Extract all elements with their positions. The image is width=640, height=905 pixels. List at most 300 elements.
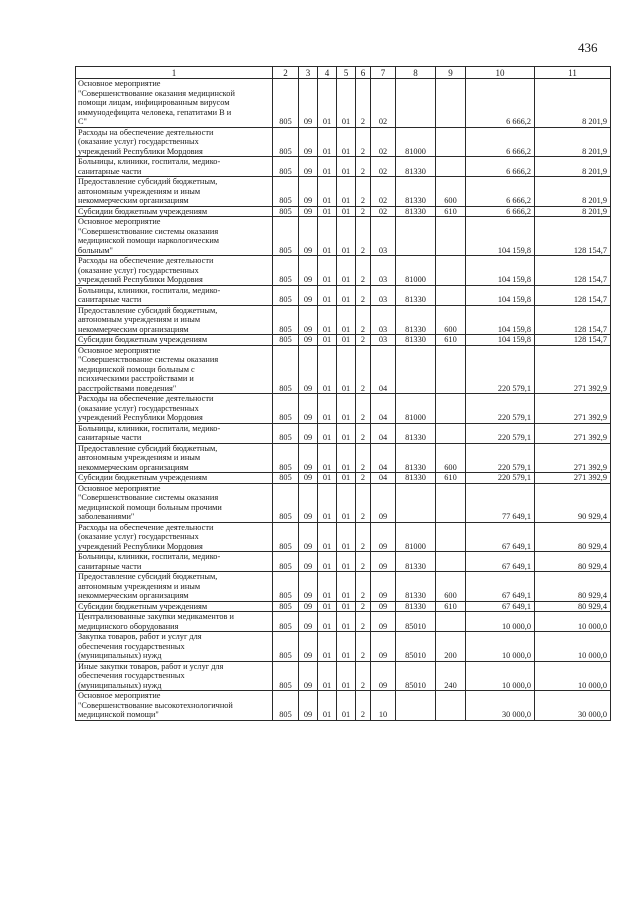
expense-type-cell: [436, 127, 466, 157]
program-cell: 01: [337, 206, 356, 217]
section-cell: 09: [299, 572, 318, 602]
expense-type-cell: [436, 552, 466, 572]
expense-code-cell: [396, 79, 436, 128]
table-row: [76, 335, 611, 346]
amount-2019-cell: 104 159,8: [466, 335, 535, 346]
amount-2019-cell: 104 159,8: [466, 305, 535, 335]
program-cell: 01: [337, 522, 356, 552]
section-cell: 09: [299, 632, 318, 662]
subsection-cell: 01: [318, 79, 337, 128]
amount-2020-cell: 271 392,9: [535, 394, 611, 424]
expense-type-cell: [436, 612, 466, 632]
activity-cell: 09: [371, 601, 396, 612]
expense-type-cell: [436, 423, 466, 443]
amount-2019-cell: 6 666,2: [466, 177, 535, 207]
amount-2020-cell: 8 201,9: [535, 157, 611, 177]
subprogram-cell: 2: [356, 256, 371, 286]
section-cell: 09: [299, 285, 318, 305]
amount-2019-cell: 104 159,8: [466, 256, 535, 286]
column-header: 8: [396, 67, 436, 79]
subsection-cell: 01: [318, 285, 337, 305]
expense-code-cell: [396, 345, 436, 394]
section-cell: 09: [299, 423, 318, 443]
amount-2019-cell: 67 649,1: [466, 552, 535, 572]
program-cell: 01: [337, 335, 356, 346]
table-row: [76, 157, 611, 177]
row-name-cell: Основное мероприятие "Совершенствование высокотехнологичной медицинской помощи": [76, 691, 273, 721]
table-row: [76, 127, 611, 157]
code-805-cell: 805: [273, 522, 299, 552]
row-name-cell: Основное мероприятие "Совершенствование системы оказания медицинской помощи больным с психическими расстройствами и расстройствами поведения": [76, 345, 273, 394]
subsection-cell: 01: [318, 443, 337, 473]
section-cell: 09: [299, 157, 318, 177]
expense-code-cell: 81000: [396, 127, 436, 157]
activity-cell: 09: [371, 612, 396, 632]
program-cell: 01: [337, 345, 356, 394]
table-row: [76, 285, 611, 305]
expense-type-cell: [436, 79, 466, 128]
expense-type-cell: 600: [436, 443, 466, 473]
code-805-cell: 805: [273, 632, 299, 662]
amount-2019-cell: 104 159,8: [466, 285, 535, 305]
column-header: 10: [466, 67, 535, 79]
table-row: [76, 217, 611, 256]
amount-2020-cell: 8 201,9: [535, 206, 611, 217]
program-cell: 01: [337, 157, 356, 177]
subsection-cell: 01: [318, 572, 337, 602]
expense-code-cell: 85010: [396, 612, 436, 632]
expense-type-cell: 600: [436, 572, 466, 602]
subsection-cell: 01: [318, 552, 337, 572]
amount-2020-cell: 8 201,9: [535, 127, 611, 157]
table-row: [76, 177, 611, 207]
code-805-cell: 805: [273, 305, 299, 335]
subprogram-cell: 2: [356, 612, 371, 632]
budget-table: [75, 66, 611, 721]
expense-code-cell: 85010: [396, 661, 436, 691]
expense-type-cell: 200: [436, 632, 466, 662]
expense-code-cell: 81330: [396, 423, 436, 443]
table-row: [76, 305, 611, 335]
expense-type-cell: 610: [436, 473, 466, 484]
row-name-cell: Больницы, клиники, госпитали, медико- санитарные части: [76, 285, 273, 305]
table-row: [76, 256, 611, 286]
amount-2020-cell: 8 201,9: [535, 177, 611, 207]
row-name-cell: Больницы, клиники, госпитали, медико- санитарные части: [76, 552, 273, 572]
section-cell: 09: [299, 305, 318, 335]
row-name-cell: Субсидии бюджетным учреждениям: [76, 473, 273, 484]
expense-type-cell: [436, 345, 466, 394]
table-header-row: [76, 67, 611, 79]
amount-2019-cell: 220 579,1: [466, 443, 535, 473]
expense-code-cell: 81000: [396, 522, 436, 552]
activity-cell: 02: [371, 177, 396, 207]
row-name-cell: Иные закупки товаров, работ и услуг для обеспечения государственных (муниципальных) нужд: [76, 661, 273, 691]
program-cell: 01: [337, 423, 356, 443]
row-name-cell: Субсидии бюджетным учреждениям: [76, 206, 273, 217]
table-row: [76, 552, 611, 572]
subprogram-cell: 2: [356, 305, 371, 335]
expense-code-cell: 81330: [396, 177, 436, 207]
program-cell: 01: [337, 127, 356, 157]
code-805-cell: 805: [273, 612, 299, 632]
subprogram-cell: 2: [356, 661, 371, 691]
activity-cell: 04: [371, 473, 396, 484]
row-name-cell: Предоставление субсидий бюджетным, автономным учреждениям и иным некоммерческим организациям: [76, 177, 273, 207]
expense-type-cell: [436, 157, 466, 177]
amount-2019-cell: 220 579,1: [466, 473, 535, 484]
amount-2019-cell: 6 666,2: [466, 157, 535, 177]
subsection-cell: 01: [318, 177, 337, 207]
program-cell: 01: [337, 79, 356, 128]
amount-2019-cell: 6 666,2: [466, 206, 535, 217]
subprogram-cell: 2: [356, 177, 371, 207]
section-cell: 09: [299, 552, 318, 572]
subprogram-cell: 2: [356, 632, 371, 662]
activity-cell: 04: [371, 423, 396, 443]
section-cell: 09: [299, 394, 318, 424]
expense-type-cell: [436, 691, 466, 721]
amount-2019-cell: 67 649,1: [466, 572, 535, 602]
activity-cell: 09: [371, 572, 396, 602]
row-name-cell: Расходы на обеспечение деятельности (оказание услуг) государственных учреждений Республики Мордовия: [76, 256, 273, 286]
expense-type-cell: 610: [436, 335, 466, 346]
section-cell: 09: [299, 691, 318, 721]
section-cell: 09: [299, 473, 318, 484]
section-cell: 09: [299, 217, 318, 256]
activity-cell: 04: [371, 394, 396, 424]
column-header: 7: [371, 67, 396, 79]
subprogram-cell: 2: [356, 79, 371, 128]
subsection-cell: 01: [318, 335, 337, 346]
activity-cell: 09: [371, 483, 396, 522]
subprogram-cell: 2: [356, 552, 371, 572]
column-header: 2: [273, 67, 299, 79]
subsection-cell: 01: [318, 394, 337, 424]
table-row: [76, 601, 611, 612]
page-number: 436: [578, 40, 598, 55]
row-name-cell: Расходы на обеспечение деятельности (оказание услуг) государственных учреждений Республики Мордовия: [76, 394, 273, 424]
subsection-cell: 01: [318, 691, 337, 721]
amount-2020-cell: 128 154,7: [535, 285, 611, 305]
table-row: [76, 632, 611, 662]
table-row: [76, 572, 611, 602]
subsection-cell: 01: [318, 127, 337, 157]
expense-code-cell: 81330: [396, 157, 436, 177]
expense-type-cell: [436, 256, 466, 286]
code-805-cell: 805: [273, 691, 299, 721]
amount-2019-cell: 104 159,8: [466, 217, 535, 256]
row-name-cell: Больницы, клиники, госпитали, медико- санитарные части: [76, 423, 273, 443]
amount-2020-cell: 90 929,4: [535, 483, 611, 522]
row-name-cell: Закупка товаров, работ и услуг для обеспечения государственных (муниципальных) нужд: [76, 632, 273, 662]
subsection-cell: 01: [318, 601, 337, 612]
section-cell: 09: [299, 177, 318, 207]
program-cell: 01: [337, 256, 356, 286]
amount-2020-cell: 10 000,0: [535, 612, 611, 632]
expense-type-cell: [436, 217, 466, 256]
subprogram-cell: 2: [356, 443, 371, 473]
row-name-cell: Централизованные закупки медикаментов и медицинского оборудования: [76, 612, 273, 632]
table-row: [76, 612, 611, 632]
column-header: 3: [299, 67, 318, 79]
program-cell: 01: [337, 572, 356, 602]
amount-2019-cell: 6 666,2: [466, 127, 535, 157]
activity-cell: 09: [371, 632, 396, 662]
subprogram-cell: 2: [356, 157, 371, 177]
amount-2020-cell: 8 201,9: [535, 79, 611, 128]
table-row: [76, 206, 611, 217]
subprogram-cell: 2: [356, 483, 371, 522]
activity-cell: 02: [371, 157, 396, 177]
table-row: [76, 79, 611, 128]
expense-code-cell: [396, 691, 436, 721]
code-805-cell: 805: [273, 206, 299, 217]
code-805-cell: 805: [273, 157, 299, 177]
amount-2020-cell: 271 392,9: [535, 345, 611, 394]
code-805-cell: 805: [273, 345, 299, 394]
expense-code-cell: 85010: [396, 632, 436, 662]
subsection-cell: 01: [318, 632, 337, 662]
program-cell: 01: [337, 394, 356, 424]
column-header: 4: [318, 67, 337, 79]
program-cell: 01: [337, 661, 356, 691]
subprogram-cell: 2: [356, 217, 371, 256]
activity-cell: 03: [371, 217, 396, 256]
amount-2020-cell: 271 392,9: [535, 423, 611, 443]
program-cell: 01: [337, 632, 356, 662]
code-805-cell: 805: [273, 483, 299, 522]
subsection-cell: 01: [318, 612, 337, 632]
subprogram-cell: 2: [356, 127, 371, 157]
section-cell: 09: [299, 443, 318, 473]
section-cell: 09: [299, 612, 318, 632]
column-header: 5: [337, 67, 356, 79]
section-cell: 09: [299, 79, 318, 128]
amount-2020-cell: 128 154,7: [535, 305, 611, 335]
subprogram-cell: 2: [356, 345, 371, 394]
expense-type-cell: [436, 285, 466, 305]
amount-2020-cell: 271 392,9: [535, 473, 611, 484]
subprogram-cell: 2: [356, 691, 371, 721]
row-name-cell: Основное мероприятие "Совершенствование системы оказания медицинской помощи наркологическим больным": [76, 217, 273, 256]
amount-2020-cell: 80 929,4: [535, 601, 611, 612]
expense-type-cell: 610: [436, 601, 466, 612]
subsection-cell: 01: [318, 157, 337, 177]
subprogram-cell: 2: [356, 572, 371, 602]
section-cell: 09: [299, 661, 318, 691]
amount-2019-cell: 6 666,2: [466, 79, 535, 128]
expense-type-cell: [436, 522, 466, 552]
table-row: [76, 345, 611, 394]
section-cell: 09: [299, 522, 318, 552]
section-cell: 09: [299, 483, 318, 522]
subsection-cell: 01: [318, 256, 337, 286]
expense-code-cell: 81330: [396, 552, 436, 572]
row-name-cell: Субсидии бюджетным учреждениям: [76, 601, 273, 612]
activity-cell: 03: [371, 256, 396, 286]
subprogram-cell: 2: [356, 394, 371, 424]
amount-2019-cell: 30 000,0: [466, 691, 535, 721]
row-name-cell: Основное мероприятие "Совершенствование оказания медицинской помощи лицам, инфицированным вирусом иммунодефицита человека, гепатитами В и С": [76, 79, 273, 128]
expense-code-cell: 81330: [396, 473, 436, 484]
table-row: [76, 522, 611, 552]
activity-cell: 09: [371, 661, 396, 691]
expense-code-cell: 81330: [396, 206, 436, 217]
program-cell: 01: [337, 305, 356, 335]
subsection-cell: 01: [318, 345, 337, 394]
code-805-cell: 805: [273, 127, 299, 157]
expense-code-cell: [396, 217, 436, 256]
amount-2020-cell: 10 000,0: [535, 661, 611, 691]
activity-cell: 09: [371, 522, 396, 552]
expense-code-cell: 81330: [396, 285, 436, 305]
program-cell: 01: [337, 691, 356, 721]
amount-2019-cell: 220 579,1: [466, 345, 535, 394]
expense-code-cell: 81330: [396, 601, 436, 612]
activity-cell: 02: [371, 127, 396, 157]
row-name-cell: Предоставление субсидий бюджетным, автономным учреждениям и иным некоммерческим организациям: [76, 305, 273, 335]
expense-type-cell: [436, 483, 466, 522]
subprogram-cell: 2: [356, 206, 371, 217]
subprogram-cell: 2: [356, 601, 371, 612]
expense-code-cell: [396, 483, 436, 522]
row-name-cell: Предоставление субсидий бюджетным, автономным учреждениям и иным некоммерческим организациям: [76, 443, 273, 473]
amount-2019-cell: 10 000,0: [466, 661, 535, 691]
program-cell: 01: [337, 443, 356, 473]
subprogram-cell: 2: [356, 522, 371, 552]
amount-2020-cell: 30 000,0: [535, 691, 611, 721]
code-805-cell: 805: [273, 79, 299, 128]
subsection-cell: 01: [318, 305, 337, 335]
amount-2020-cell: 128 154,7: [535, 256, 611, 286]
subsection-cell: 01: [318, 206, 337, 217]
table-body: [76, 79, 611, 721]
expense-code-cell: 81000: [396, 394, 436, 424]
table-row: [76, 443, 611, 473]
code-805-cell: 805: [273, 394, 299, 424]
subsection-cell: 01: [318, 473, 337, 484]
program-cell: 01: [337, 177, 356, 207]
program-cell: 01: [337, 552, 356, 572]
program-cell: 01: [337, 285, 356, 305]
code-805-cell: 805: [273, 443, 299, 473]
table-row: [76, 394, 611, 424]
table-row: [76, 691, 611, 721]
expense-code-cell: 81330: [396, 335, 436, 346]
table-row: [76, 473, 611, 484]
section-cell: 09: [299, 206, 318, 217]
code-805-cell: 805: [273, 473, 299, 484]
code-805-cell: 805: [273, 552, 299, 572]
expense-type-cell: 610: [436, 206, 466, 217]
row-name-cell: Субсидии бюджетным учреждениям: [76, 335, 273, 346]
section-cell: 09: [299, 335, 318, 346]
activity-cell: 04: [371, 345, 396, 394]
activity-cell: 03: [371, 285, 396, 305]
amount-2020-cell: 271 392,9: [535, 443, 611, 473]
activity-cell: 04: [371, 443, 396, 473]
section-cell: 09: [299, 601, 318, 612]
subprogram-cell: 2: [356, 423, 371, 443]
subprogram-cell: 2: [356, 335, 371, 346]
column-header: 9: [436, 67, 466, 79]
subsection-cell: 01: [318, 661, 337, 691]
code-805-cell: 805: [273, 177, 299, 207]
expense-type-cell: 600: [436, 177, 466, 207]
expense-code-cell: 81330: [396, 443, 436, 473]
expense-type-cell: [436, 394, 466, 424]
code-805-cell: 805: [273, 285, 299, 305]
expense-code-cell: 81330: [396, 305, 436, 335]
amount-2019-cell: 67 649,1: [466, 601, 535, 612]
section-cell: 09: [299, 256, 318, 286]
row-name-cell: Расходы на обеспечение деятельности (оказание услуг) государственных учреждений Республики Мордовия: [76, 127, 273, 157]
section-cell: 09: [299, 345, 318, 394]
subsection-cell: 01: [318, 423, 337, 443]
activity-cell: 02: [371, 79, 396, 128]
amount-2020-cell: 80 929,4: [535, 522, 611, 552]
activity-cell: 09: [371, 552, 396, 572]
row-name-cell: Основное мероприятие "Совершенствование системы оказания медицинской помощи больным прочими заболеваниями": [76, 483, 273, 522]
expense-type-cell: 600: [436, 305, 466, 335]
subsection-cell: 01: [318, 522, 337, 552]
activity-cell: 03: [371, 305, 396, 335]
amount-2019-cell: 10 000,0: [466, 632, 535, 662]
row-name-cell: Предоставление субсидий бюджетным, автономным учреждениям и иным некоммерческим организациям: [76, 572, 273, 602]
subprogram-cell: 2: [356, 285, 371, 305]
column-header: 11: [535, 67, 611, 79]
subsection-cell: 01: [318, 483, 337, 522]
section-cell: 09: [299, 127, 318, 157]
code-805-cell: 805: [273, 335, 299, 346]
expense-code-cell: 81330: [396, 572, 436, 602]
amount-2020-cell: 128 154,7: [535, 217, 611, 256]
subsection-cell: 01: [318, 217, 337, 256]
column-header: 1: [76, 67, 273, 79]
code-805-cell: 805: [273, 572, 299, 602]
program-cell: 01: [337, 601, 356, 612]
column-header: 6: [356, 67, 371, 79]
row-name-cell: Больницы, клиники, госпитали, медико- санитарные части: [76, 157, 273, 177]
subprogram-cell: 2: [356, 473, 371, 484]
table-row: [76, 483, 611, 522]
activity-cell: 10: [371, 691, 396, 721]
expense-code-cell: 81000: [396, 256, 436, 286]
amount-2019-cell: 67 649,1: [466, 522, 535, 552]
program-cell: 01: [337, 483, 356, 522]
expense-type-cell: 240: [436, 661, 466, 691]
program-cell: 01: [337, 612, 356, 632]
amount-2019-cell: 77 649,1: [466, 483, 535, 522]
code-805-cell: 805: [273, 601, 299, 612]
code-805-cell: 805: [273, 661, 299, 691]
program-cell: 01: [337, 217, 356, 256]
amount-2020-cell: 80 929,4: [535, 552, 611, 572]
amount-2020-cell: 128 154,7: [535, 335, 611, 346]
activity-cell: 03: [371, 335, 396, 346]
code-805-cell: 805: [273, 217, 299, 256]
amount-2019-cell: 220 579,1: [466, 394, 535, 424]
amount-2019-cell: 10 000,0: [466, 612, 535, 632]
amount-2019-cell: 220 579,1: [466, 423, 535, 443]
code-805-cell: 805: [273, 256, 299, 286]
table-row: [76, 423, 611, 443]
program-cell: 01: [337, 473, 356, 484]
table-row: [76, 661, 611, 691]
amount-2020-cell: 80 929,4: [535, 572, 611, 602]
amount-2020-cell: 10 000,0: [535, 632, 611, 662]
